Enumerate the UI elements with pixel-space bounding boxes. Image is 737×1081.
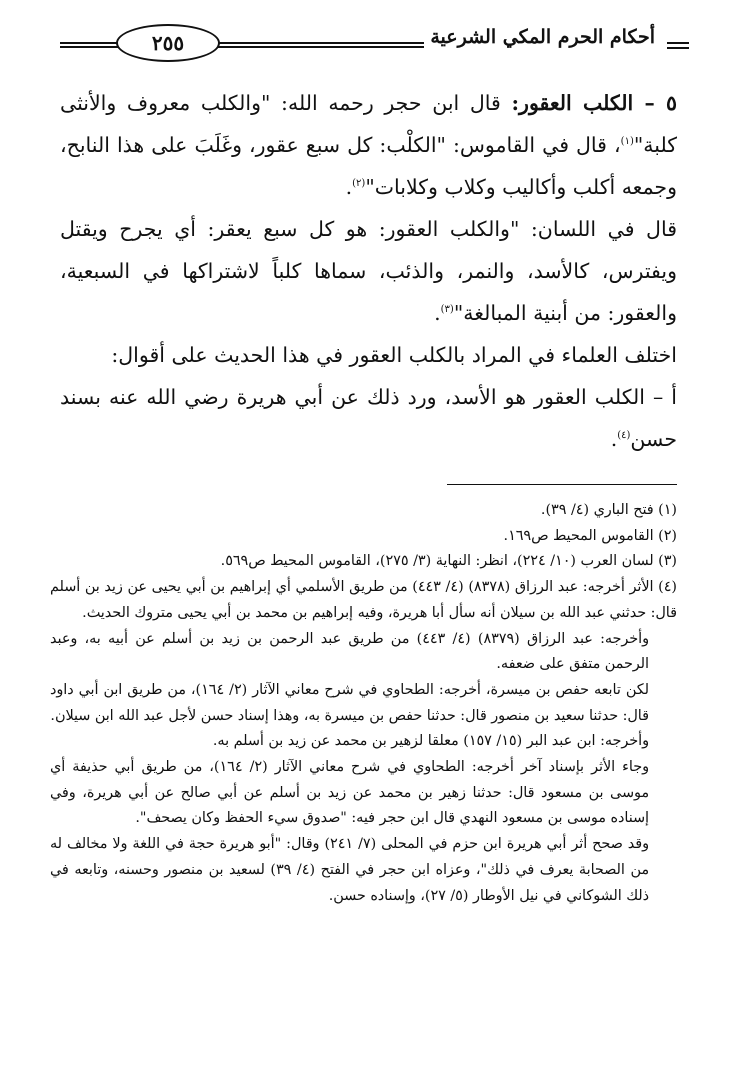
footnote-ref-4: (٤) xyxy=(617,430,631,442)
header-dash xyxy=(667,42,689,49)
paragraph-3: اختلف العلماء في المراد بالكلب العقور في هذا الحديث على أقوال: xyxy=(111,343,677,367)
page-header xyxy=(60,22,689,62)
footnote-ref-3: (٣) xyxy=(440,304,454,316)
paragraph-4-end: . xyxy=(610,427,618,451)
footnote-4-c: وأخرجه: ابن عبد البر (١٥/ ١٥٧) معلقا لزهير بن محمد عن زيد بن أسلم به. xyxy=(212,733,649,750)
page-number: ٢٥٥ xyxy=(116,24,220,62)
paragraph-4 xyxy=(60,376,677,460)
section-heading: ٥ – الكلب العقور: xyxy=(511,91,677,115)
footnote-4-a: وأخرجه: عبد الرزاق (٨٣٧٩) (٤/ ٤٤٣) من طريق عبد الرحمن بن زيد بن أسلم عن أبيه به، وعبد الرحمن متفق على ضعفه. xyxy=(50,630,650,673)
paragraph-1 xyxy=(60,82,677,208)
footnote-4-d: وجاء الأثر بإسناد آخر أخرجه: الطحاوي في شرح معاني الآثار (٢/ ١٦٤)، من طريق أبي حذيفة أي موسى بن مسعود قال: حدثنا زهير بن محمد عن زيد بن أسلم عن أبي صالح عن أبي هريرة، وفي إسناده موسى بن مسعود النهدي قال ابن حجر فيه: "صدوق سيء الحفظ وكان يصحف". xyxy=(50,759,649,827)
footnote-ref-1: (١) xyxy=(620,136,634,148)
paragraph-2 xyxy=(60,208,677,334)
footnote-separator xyxy=(447,484,677,485)
footnote-2: (٢) القاموس المحيط ص١٦٩. xyxy=(503,527,677,544)
running-title: أحكام الحرم المكي الشرعية xyxy=(424,26,661,48)
paragraph-4-text: أ – الكلب العقور هو الأسد، ورد ذلك عن أبي هريرة رضي الله عنه بسند حسن xyxy=(60,385,677,451)
paragraph-1-text: قال ابن حجر رحمه الله: "والكلب معروف والأنثى كلبة" xyxy=(60,91,677,157)
paragraph-1-cont: ، قال في القاموس: "الكلْب: كل سبع عقور، وغَلَبَ على هذا النابح، وجمعه أكلب وأكاليب وكلاب وكلابات" xyxy=(60,133,677,199)
main-text xyxy=(60,82,677,460)
header-rule-left xyxy=(60,42,120,48)
paragraph-2-end: . xyxy=(434,301,441,325)
footnote-3: (٣) لسان العرب (١٠/ ٢٢٤)، انظر: النهاية (٣/ ٢٧٥)، القاموس المحيط ص٥٦٩. xyxy=(220,553,677,570)
paragraph-2-text: قال في اللسان: "والكلب العقور: هو كل سبع يعقر: أي يجرح ويقتل ويفترس، كالأسد، والنمر، والذئب، سماها كلباً لاشتراكها في السبعية، والعقور: من أبنية المبالغة" xyxy=(60,217,677,325)
paragraph-1-end: . xyxy=(345,175,353,199)
footnote-1: (١) فتح الباري (٤/ ٣٩). xyxy=(540,502,677,518)
footnotes xyxy=(50,498,677,909)
footnote-ref-2: (٢) xyxy=(352,178,366,190)
footnote-4-e: وقد صحح أثر أبي هريرة ابن حزم في المحلى (٧/ ٢٤١) وقال: "أبو هريرة حجة في اللغة ولا مخالف له من الصحابة يعرف في ذلك"، وعزاه ابن حجر في الفتح (٤/ ٣٩) لسعيد بن منصور وحسنه، وتابعه في ذلك الشوكاني في نيل الأوطار (٥/ ٢٧)، وإسناده حسن. xyxy=(50,836,649,904)
footnote-4: (٤) الأثر أخرجه: عبد الرزاق (٨٣٧٨) (٤/ ٤٤٣) من طريق الأسلمي أي إبراهيم بن أبي يحيى عن زيد بن أسلم قال: حدثني عبد الله بن سيلان أنه سأل أبا هريرة، وفيه إبراهيم بن محمد بن أبي يحيى متروك الحديث. xyxy=(50,579,677,621)
footnote-4-b: لكن تابعه حفص بن ميسرة، أخرجه: الطحاوي في شرح معاني الآثار (٢/ ١٦٤)، من طريق ابن أبي داود قال: حدثنا سعيد بن منصور قال: حدثنا حفص بن ميسرة به، وهذا إسناد حسن لأجل عبد الله ابن سيلان. xyxy=(50,681,649,724)
